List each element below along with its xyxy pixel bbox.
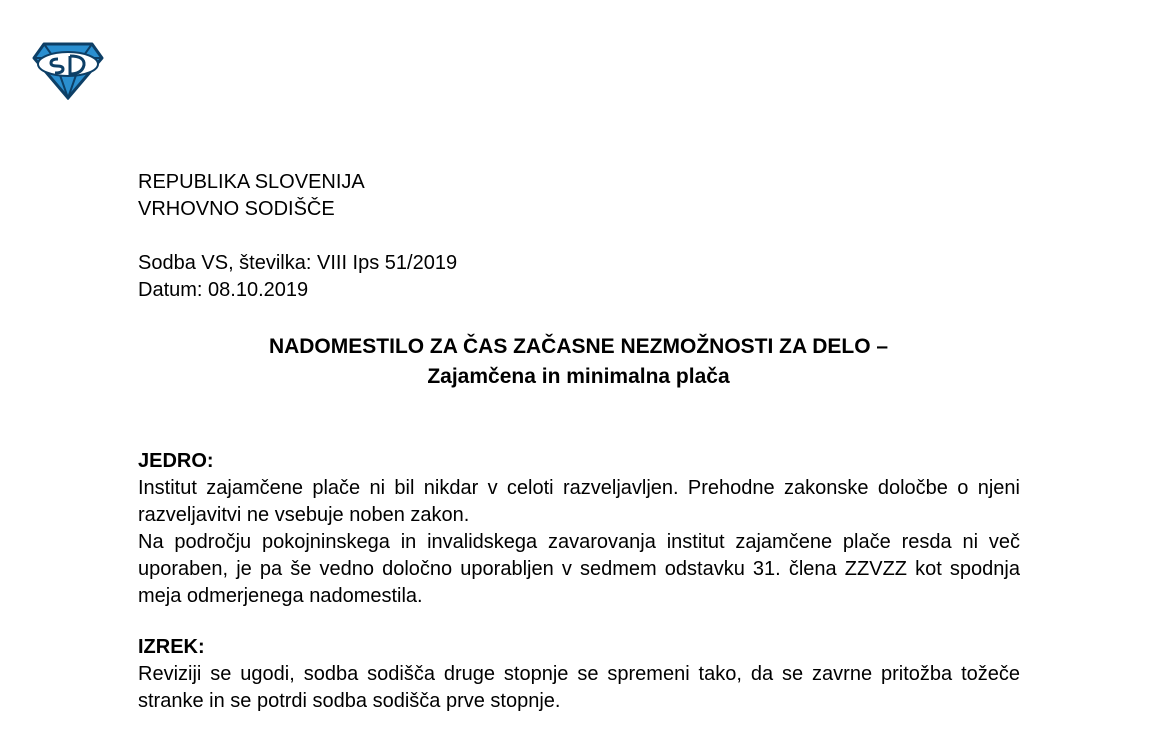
jedro-heading: JEDRO: xyxy=(138,450,214,472)
document-title xyxy=(0,332,1157,392)
izrek-heading: IZREK: xyxy=(138,636,205,658)
case-date: Datum: 08.10.2019 xyxy=(138,279,309,301)
jedro-paragraph-2: Na področju pokojninskega in invalidskega zavarovanja institut zajamčene plače resda ni več uporaben, je pa še vedno določno uporabljen v sedmem odstavku 31. člena ZZVZZ kot spodnja meja odmerjenega nadomestila. xyxy=(138,531,1020,607)
header-court: VRHOVNO SODIŠČE xyxy=(138,198,335,220)
court-logo-icon xyxy=(30,40,106,100)
header-country: REPUBLIKA SLOVENIJA xyxy=(138,171,365,193)
case-info xyxy=(138,250,457,304)
case-number: Sodba VS, številka: VIII Ips 51/2019 xyxy=(138,252,458,274)
jedro-paragraph-1: Institut zajamčene plače ni bil nikdar v celoti razveljavljen. Prehodne zakonske določbe o njeni razveljavitvi ne vsebuje noben zakon. xyxy=(138,477,1020,526)
title-line-2: Zajamčena in minimalna plača xyxy=(427,365,730,388)
izrek-paragraph-1: Reviziji se ugodi, sodba sodišča druge stopnje se spremeni tako, da se zavrne pritožba tožeče stranke in se potrdi sodba sodišča prve stopnje. xyxy=(138,663,1020,712)
court-header xyxy=(138,169,365,223)
izrek-section xyxy=(138,634,1020,715)
title-line-1: NADOMESTILO ZA ČAS ZAČASNE NEZMOŽNOSTI ZA DELO – xyxy=(268,335,889,358)
jedro-section xyxy=(138,448,1020,610)
